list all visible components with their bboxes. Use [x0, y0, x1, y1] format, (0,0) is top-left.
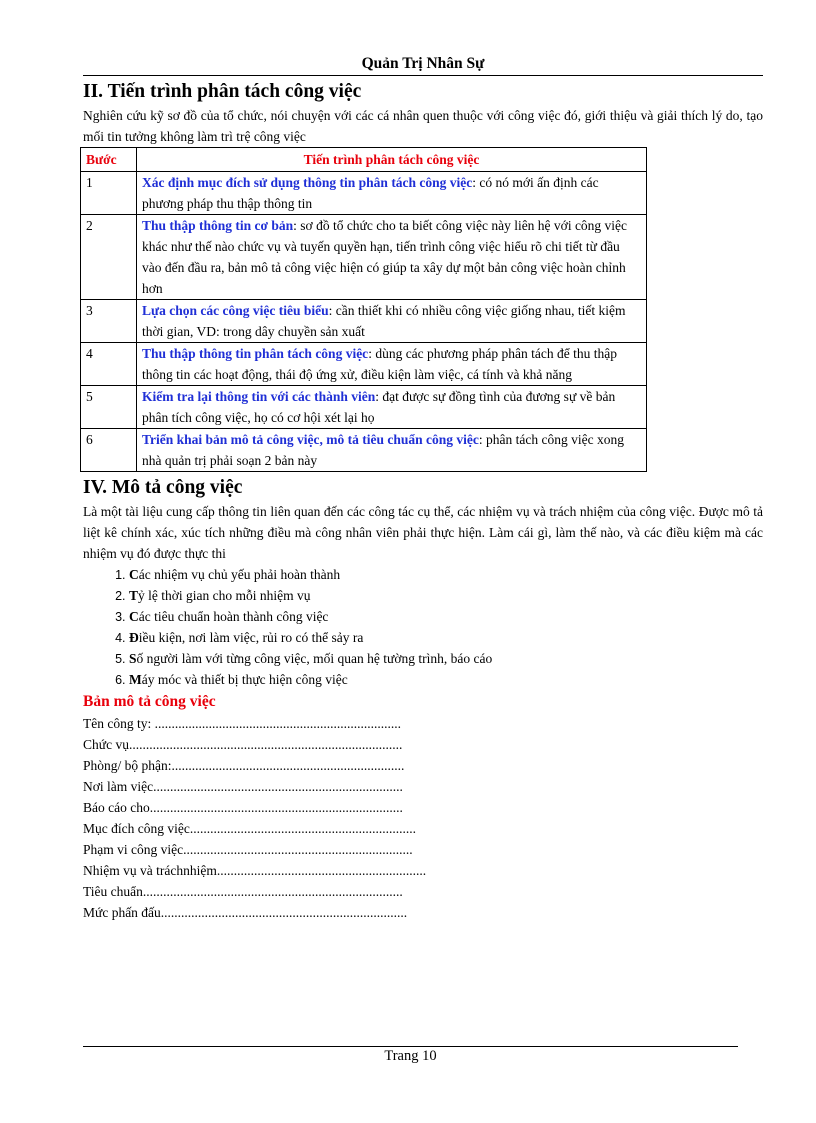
- list-item-text: iều kiện, nơi làm việc, rủi ro có thể sảy ra: [138, 630, 364, 645]
- table-row: [81, 429, 647, 472]
- list-item-initial: C: [129, 609, 139, 624]
- list-item: [129, 627, 763, 648]
- list-item-initial: T: [129, 588, 139, 603]
- col-process-header: Tiến trình phân tách công việc: [137, 148, 647, 172]
- table-header-row: [81, 148, 647, 172]
- step-title: Lựa chọn các công việc tiêu biểu: [142, 303, 329, 318]
- step-number: 2: [81, 215, 137, 300]
- form-field-line: Tiêu chuẩn.............................................................................: [83, 884, 403, 899]
- form-field-line: Tên công ty: .........................................................................: [83, 716, 401, 731]
- step-number: 6: [81, 429, 137, 472]
- page-number: Trang 10: [384, 1048, 437, 1064]
- step-detail: : phân tách công việc xong nhà quản trị phải soạn 2 bản này: [142, 432, 624, 468]
- list-item: [129, 564, 763, 585]
- step-number: 5: [81, 386, 137, 429]
- footer-divider: [83, 1046, 738, 1047]
- step-number: 3: [81, 300, 137, 343]
- table-body: [81, 172, 647, 472]
- list-item: [129, 606, 763, 627]
- step-detail: : có nó mới ấn định các phương pháp thu thập thông tin: [142, 175, 599, 211]
- step-description: [137, 215, 647, 300]
- step-detail: : sơ đồ tổ chức cho ta biết công việc này liên hệ với công việc khác như thế nào chức vụ và tuyến quyền hạn, tiến trình công việc hiểu rõ chi tiết từ đầu vào đến đầu ra, bản mô tả công việc hiện có giúp ta xây dự một bản công việc hoàn chỉnh hơn: [142, 218, 628, 296]
- table-row: [81, 300, 647, 343]
- step-description: [137, 172, 647, 215]
- list-item-text: ố người làm với từng công việc, mối quan hệ tường trình, báo cáo: [136, 651, 493, 666]
- step-detail: : cần thiết khi có nhiều công việc giống nhau, tiết kiệm thời gian, VD: trong dây chuyền sản xuất: [142, 303, 626, 339]
- step-title: Thu thập thông tin cơ bản: [142, 218, 294, 233]
- page-header: Quản Trị Nhân Sự: [83, 55, 763, 76]
- list-item-initial: Đ: [129, 630, 139, 645]
- table-row: [81, 343, 647, 386]
- form-field-line: Nhiệm vụ và tráchnhiệm..............................................................: [83, 863, 427, 878]
- form-field-line: Mục đích công việc...................................................................: [83, 821, 416, 836]
- table-row: [81, 215, 647, 300]
- step-detail: : đạt được sự đồng tình của đương sự về bản phân tích công việc, họ có cơ hội xét lại họ: [142, 389, 616, 425]
- list-item: [129, 669, 763, 690]
- process-table: [80, 147, 647, 472]
- form-title: Bản mô tả công việc: [83, 693, 216, 710]
- form-field-line: Phạm vi công việc....................................................................: [83, 842, 413, 857]
- list-item-text: ỷ lệ thời gian cho mỗi nhiệm vụ: [138, 588, 311, 603]
- page-body: [83, 80, 763, 923]
- step-number: 4: [81, 343, 137, 386]
- step-detail: : dùng các phương pháp phân tách để thu thập thông tin các hoạt động, thái độ ứng xử, điều kiện làm việc, cá tính và khả năng: [142, 346, 617, 382]
- section-2-intro: Nghiên cứu kỹ sơ đồ của tổ chức, nói chuyện với các cá nhân quen thuộc với công việc đó, giới thiệu và giải thích lý do, tạo mối tin tưởng không làm trì trệ công việc: [83, 108, 763, 144]
- step-description: [137, 386, 647, 429]
- form-field-line: Phòng/ bộ phận:.....................................................................: [83, 758, 405, 773]
- form-field-line: Mức phấn đấu.........................................................................: [83, 905, 408, 920]
- list-item-text: ác nhiệm vụ chủ yếu phải hoàn thành: [138, 567, 341, 582]
- step-title: Xác định mục đích sử dụng thông tin phân tách công việc: [142, 175, 473, 190]
- step-title: Thu thập thông tin phân tách công việc: [142, 346, 369, 361]
- list-item-initial: S: [129, 651, 137, 666]
- list-item-initial: M: [129, 672, 142, 687]
- list-item-initial: C: [129, 567, 139, 582]
- step-title: Kiểm tra lại thông tin với các thành viên: [142, 389, 376, 404]
- step-description: [137, 300, 647, 343]
- step-title: Triển khai bản mô tả công việc, mô tả tiêu chuẩn công việc: [142, 432, 479, 447]
- col-step-header: Bước: [81, 148, 137, 172]
- job-description-list: [83, 564, 763, 690]
- form-field-line: Báo cáo cho...........................................................................: [83, 800, 403, 815]
- section-4-intro: Là một tài liệu cung cấp thông tin liên quan đến các công tác cụ thể, các nhiệm vụ và trách nhiệm của công việc. Được mô tả liệt kê chính xác, xúc tích những điều mà công nhân viên phải thực hiện. Làm cái gì, làm thế nào, và các điều kiệm mà các nhiệm vụ đó được thực thi: [83, 504, 763, 561]
- list-item-text: ác tiêu chuẩn hoàn thành công việc: [138, 609, 329, 624]
- step-description: [137, 429, 647, 472]
- section-4-heading: IV. Mô tả công việc: [83, 477, 243, 498]
- table-row: [81, 172, 647, 215]
- list-item: [129, 585, 763, 606]
- step-description: [137, 343, 647, 386]
- form-fields: [83, 713, 763, 923]
- form-field-line: Nơi làm việc..........................................................................: [83, 779, 403, 794]
- table-row: [81, 386, 647, 429]
- step-number: 1: [81, 172, 137, 215]
- list-item: [129, 648, 763, 669]
- section-2-heading: II. Tiến trình phân tách công việc: [83, 81, 362, 102]
- list-item-text: áy móc và thiết bị thực hiện công việc: [141, 672, 348, 687]
- form-field-line: Chức vụ.................................................................................: [83, 737, 403, 752]
